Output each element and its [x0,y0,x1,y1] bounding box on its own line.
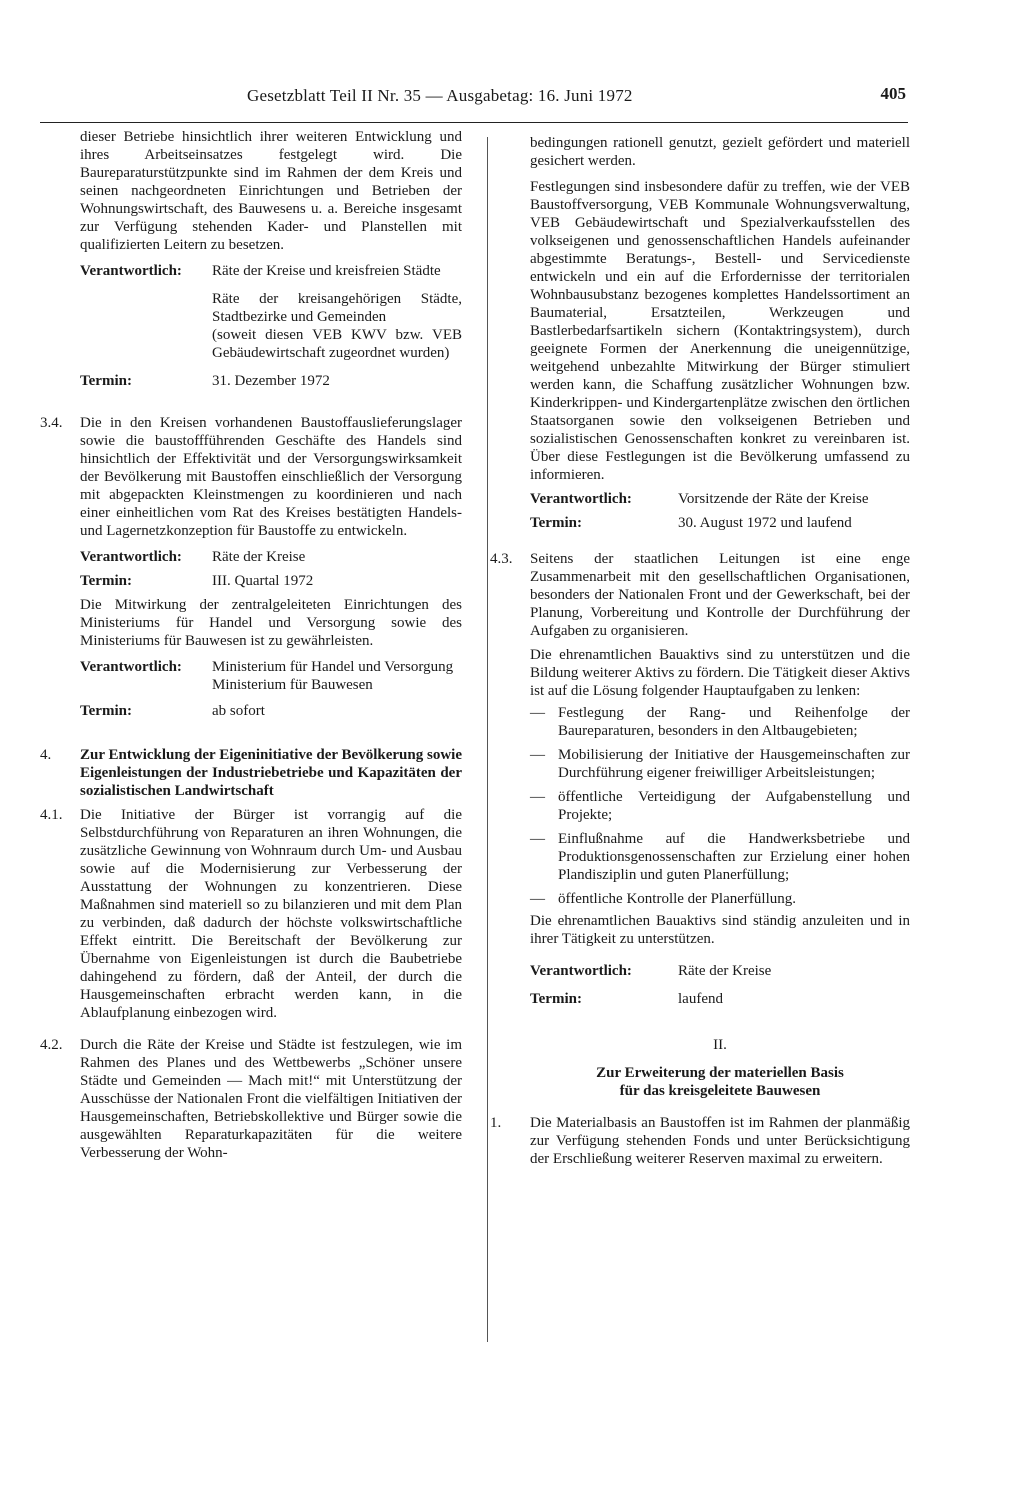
task-item [530,830,910,884]
responsible-value: Räte der Kreise und kreisfreien Städte [212,263,441,279]
section-number: 4.1. [40,807,63,823]
deadline-label: Termin: [530,515,582,531]
section-paragraph: Die Mitwirkung der zentralgeleiteten Einrichtungen des Ministeriums für Handel und Versorgung sowie des Ministeriums für Bauwesen ist zu gewährleisten. [80,597,462,649]
responsibility-1 [40,262,462,390]
section-paragraph: Seitens der staatlichen Leitungen ist eine enge Zusammenarbeit mit den gesellschaftlichen Organisationen, besonders der Nationalen Front und der Gewerkschaft, bei der Planung, Vorbereitung und Kontrolle der Durchführung der Aufgaben zu organisieren. [530,551,910,639]
task-item [530,746,910,782]
responsible-value: Ministerium für Handel und Versorgung [212,659,454,675]
responsible-value: Räte der kreisangehörigen Städte, Stadtbezirke und Gemeinden [212,291,462,325]
responsible-value: Ministerium für Bauwesen [212,677,373,693]
deadline-label: Termin: [80,573,132,589]
continuation-block [490,134,910,532]
task-text: Mobilisierung der Initiative der Hausgemeinschaften zur Durchführung eigener freiwilliger Arbeitsleistungen; [558,747,910,781]
section-4 [40,746,462,800]
task-list [530,704,910,908]
task-item [530,890,910,908]
deadline-row [80,372,462,390]
deadline-row [530,990,910,1008]
dash-marker: — [530,891,545,907]
deadline-value: ab sofort [212,703,265,719]
section-paragraph: Die Initiative der Bürger ist vorrangig auf die Selbstdurchführung von Reparaturen an ihren Wohnungen, die zusätzliche Gewinnung von Wohnraum durch Um- und Ausbau sowie auf die Modernisierung zur Verbesserung der Ausstattung der Wohnungen zu konzentrieren. Diese Maßnahmen sind materiell so zu bilanzieren und mit dem Plan zu verbinden, daß dadurch der höchste volkswirtschaftliche Effekt eintritt. Die Bereitschaft der Bevölkerung zur Übernahme von Eigenleistungen ist durch die Baubetriebe dahingehend zu fördern, daß der Anteil, der durch die Hausgemeinschaften erbracht werden kann, in die Ablaufplanung einbezogen wird. [80,807,462,1021]
task-text: Festlegung der Rang- und Reihenfolge der Baureparaturen, besonders in den Altbaugebieten; [558,705,910,739]
responsible-label: Verantwortlich: [530,963,632,979]
responsible-row [530,490,910,508]
continuation-paragraph: bedingungen rationell genutzt, gezielt gefördert und materiell gesichert werden. [530,135,910,169]
deadline-value: laufend [678,991,723,1007]
section-paragraph: Festlegungen sind insbesondere dafür zu treffen, wie der VEB Baustoffversorgung, VEB Kommunale Wohnungsverwaltung, VEB Gebäudewirtschaft und Spezialverkaufsstellen des volkseigenen und genossenschaftlichen Handels aufeinander abgestimmte Beratungs-, Bestell- und Servicedienste entwickeln und ein auf die Erfordernisse der territorialen Wohnbausubstanz bezogenes komplettes Handelssortiment an Baumaterial, Ersatzteilen, Werkzeugen und Bastlerbedarfsartikeln sichern (Kontaktringsystem), durch geeignete Formen der Anerkennung die uneigennützige, weitgehend unbezahlte Mitwirkung der Bürger stimuliert werden kann, die Schaffung zusätzlicher Wohnungen bzw. Kinderkrippen- und Kindergartenplätze zwischen den örtlichen Staatsorganen sowie den volkseigenen Betrieben und sozialistischen Genossenschaften konkret zu vereinbaren ist. Über diese Festlegungen ist die Bevölkerung umfassend zu informieren. [530,179,910,483]
responsible-row [80,262,462,362]
deadline-value: 31. Dezember 1972 [212,373,330,389]
page-number: 405 [880,84,906,103]
responsible-row [80,548,462,566]
section-paragraph: Die Materialbasis an Baustoffen ist im Rahmen der planmäßig zur Verfügung stehenden Fonds und unter Berücksichtigung der Erschließung weiterer Reserven maximal zu erweitern. [530,1115,910,1167]
responsible-label: Verantwortlich: [80,263,182,279]
left-column [40,128,462,1162]
responsible-values [212,658,462,694]
responsible-note: (soweit diesen VEB KWV bzw. VEB Gebäudewirtschaft zugeordnet wurden) [212,327,462,361]
section-heading: Zur Entwicklung der Eigeninitiative der Bevölkerung sowie Eigenleistungen der Industriebetriebe und Kapazitäten der sozialistischen Landwirtschaft [80,747,462,799]
task-item [530,704,910,740]
responsible-value: Räte der Kreise [678,963,772,979]
responsible-value: Räte der Kreise [212,549,306,565]
deadline-label: Termin: [80,373,132,389]
deadline-label: Termin: [530,991,582,1007]
part-heading-line: für das kreisgeleitete Bauwesen [619,1083,821,1099]
section-number: 3.4. [40,415,63,431]
task-text: öffentliche Kontrolle der Planerfüllung. [558,891,796,907]
dash-marker: — [530,747,545,763]
intro-paragraph: dieser Betriebe hinsichtlich ihrer weiteren Entwicklung und ihres Arbeitseinsatzes festgelegt wird. Die Baureparaturstützpunkte sind im Rahmen der dem Kreis und seinen nachgeordneten Einrichtungen und Betrieben der Wohnungswirtschaft, des Bauwesens u. a. Bereiche insgesamt zur Verfügung stehenden Kader- und Planstellen mit qualifizierten Leitern zu besetzen. [80,129,462,253]
section-number: 1. [490,1115,502,1131]
page-header [40,82,908,123]
deadline-label: Termin: [80,703,132,719]
right-column [490,134,910,1168]
deadline-value: 30. August 1972 und laufend [678,515,852,531]
section-4-2 [40,1036,462,1162]
responsible-values [212,262,462,362]
responsible-label: Verantwortlich: [80,659,182,675]
section-paragraph: Die in den Kreisen vorhandenen Baustoffauslieferungslager sowie die baustoffführenden Geschäfte des Handels sind hinsichtlich der Effektivität und der Versorgungswirksamkeit der Bevölkerung mit Baustoffen einschließlich der Versorgung mit abgepackten Kleinstmengen zu koordinieren und nach einer einheitlichen vom Rat des Kreises bestätigten Handels- und Lagernetzkonzeption für Baustoffe zu entwickeln. [80,415,462,539]
intro-block [40,128,462,254]
section-paragraph: Die ehrenamtlichen Bauaktivs sind ständig anzuleiten und in ihrer Tätigkeit zu unterstützen. [530,913,910,947]
section-number: 4.3. [490,551,513,567]
task-text: Einflußnahme auf die Handwerksbetriebe und Produktionsgenossenschaften zur Erzielung einer hohen Plandisziplin und guten Planerfüllung; [558,831,910,883]
part-heading-line: Zur Erweiterung der materiellen Basis [596,1065,844,1081]
part-2-item-1 [490,1114,910,1168]
deadline-row [80,572,462,590]
task-item [530,788,910,824]
deadline-value: III. Quartal 1972 [212,573,314,589]
responsible-label: Verantwortlich: [80,549,182,565]
responsible-label: Verantwortlich: [530,491,632,507]
part-2-heading [490,1036,910,1100]
section-number: 4. [40,747,52,763]
running-head: Gesetzblatt Teil II Nr. 35 — Ausgabetag: 16. Juni 1972 [247,86,633,105]
responsible-value: Vorsitzende der Räte der Kreise [678,491,869,507]
section-paragraph: Die ehrenamtlichen Bauaktivs sind zu unterstützen und die Bildung weiterer Aktivs zu fördern. Die Tätigkeit dieser Aktivs ist auf die Lösung folgender Hauptaufgaben zu lenken: [530,647,910,699]
deadline-row [80,702,462,720]
part-number: II. [713,1037,727,1053]
dash-marker: — [530,831,545,847]
task-text: öffentliche Verteidigung der Aufgabenstellung und Projekte; [558,789,910,823]
dash-marker: — [530,789,545,805]
deadline-row [530,514,910,532]
section-4-1 [40,806,462,1022]
column-divider [487,137,488,1342]
dash-marker: — [530,705,545,721]
responsible-row [530,962,910,980]
section-paragraph: Durch die Räte der Kreise und Städte ist festzulegen, wie im Rahmen des Planes und des Wettbewerbs „Schöner unsere Städte und Gemeinden — Mach mit!“ mit Unterstützung der Ausschüsse der Nationalen Front die vielfältigen Initiativen der Hausgemeinschaften, Betriebskollektive und Bürger sowie die ausgewählten Reparaturkapazitäten für die weitere Verbesserung der Wohn- [80,1037,462,1161]
section-4-3 [490,550,910,1008]
responsible-row [80,658,462,694]
section-3-4 [40,414,462,720]
section-number: 4.2. [40,1037,63,1053]
